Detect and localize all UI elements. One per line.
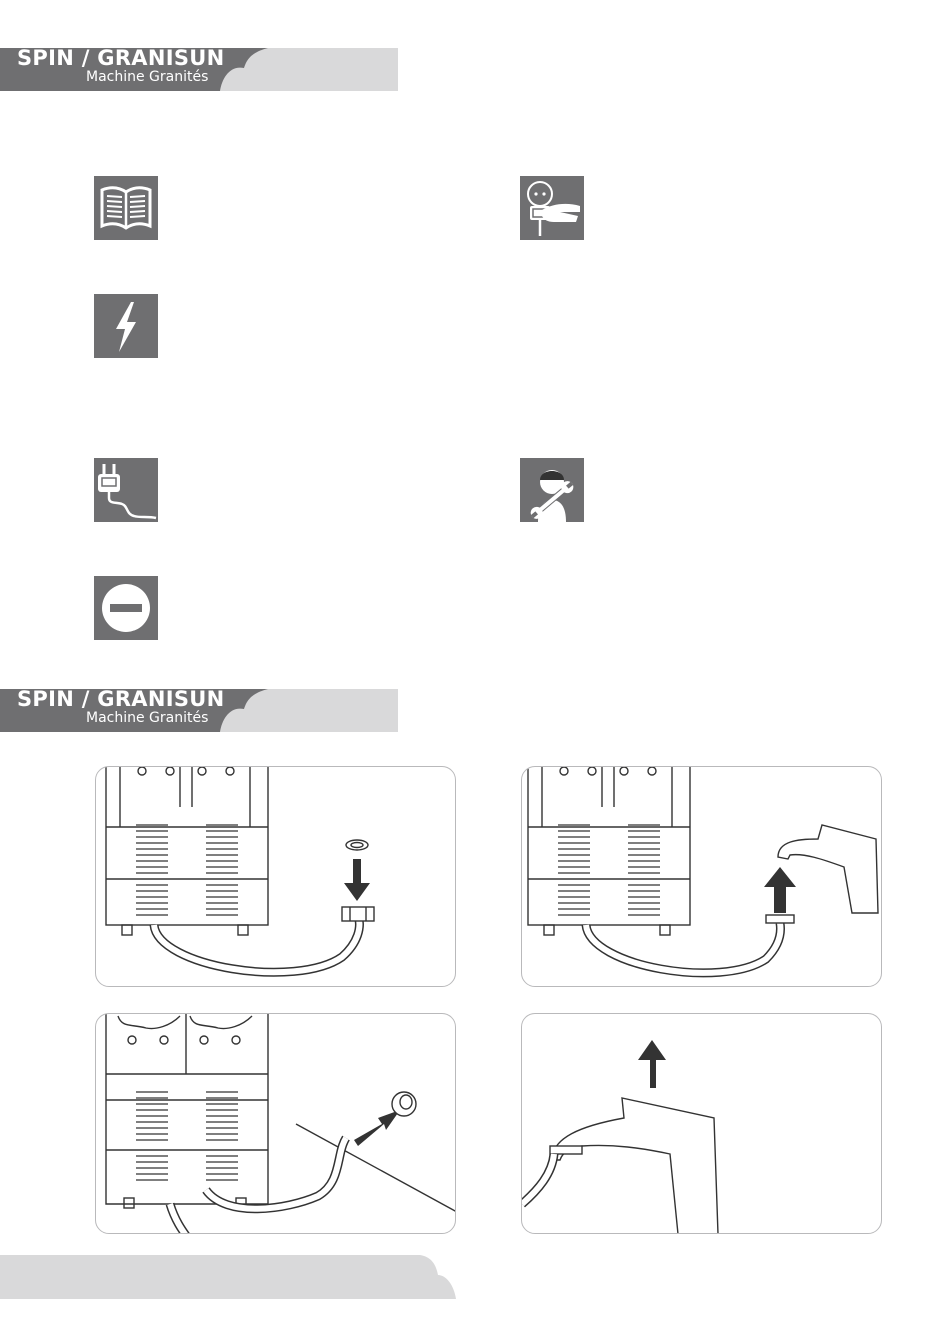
tap-illustration <box>552 1098 718 1234</box>
no-entry-icon <box>94 576 158 640</box>
read-manual-icon <box>94 176 158 240</box>
brand-title-2: SPIN / GRANISUN <box>17 687 225 711</box>
electric-hazard-icon <box>94 294 158 358</box>
technician-wrench-icon <box>520 458 584 522</box>
power-plug-icon <box>94 458 158 522</box>
hose-connector <box>342 907 374 921</box>
machine-illustration <box>106 1014 268 1208</box>
step-connect-tap-figure <box>521 766 882 987</box>
step-open-tap-figure <box>521 1013 882 1234</box>
machine-illustration <box>106 767 268 935</box>
down-arrow <box>344 859 370 901</box>
footer-band <box>0 1255 460 1319</box>
insert-arrow <box>354 1110 400 1146</box>
header-banner-section <box>0 684 400 734</box>
hose-nut <box>550 1146 582 1154</box>
brand-subtitle-2: Machine Granités <box>86 710 209 726</box>
step-insert-washer-figure <box>95 766 456 987</box>
tap-illustration <box>778 825 878 913</box>
machine-illustration <box>528 767 690 935</box>
hose-nut <box>766 915 794 923</box>
header-banner-top <box>0 43 400 93</box>
step-connect-outlet-figure <box>95 1013 456 1234</box>
up-arrow <box>638 1040 666 1088</box>
brand-title: SPIN / GRANISUN <box>17 46 225 70</box>
brand-subtitle: Machine Granités <box>86 69 209 85</box>
up-arrow <box>764 867 796 913</box>
washer <box>346 840 368 850</box>
hand-on-plug-icon <box>520 176 584 240</box>
